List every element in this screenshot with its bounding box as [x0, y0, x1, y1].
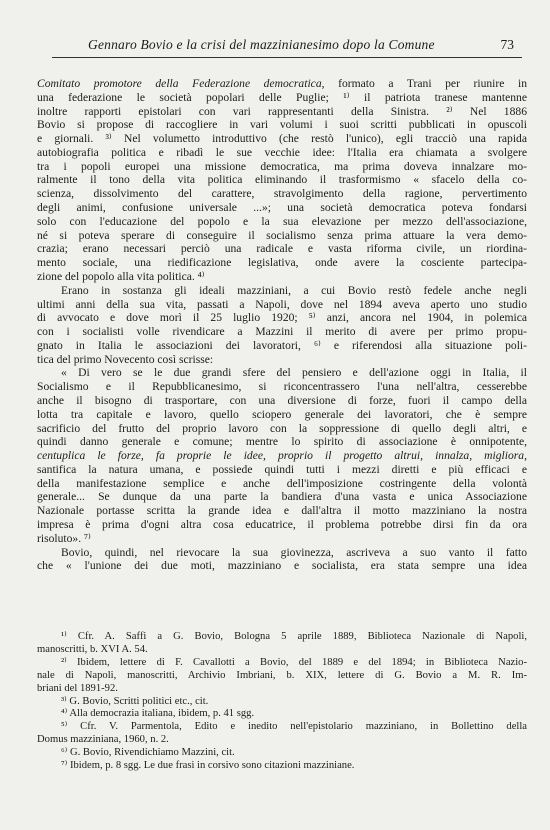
page-number: 73: [500, 37, 514, 52]
quote-line: risoluto». ⁷⁾: [37, 531, 91, 545]
body-line: degli animi, confusione universale ...»; una società democratica poteva fondarsi: [37, 201, 527, 215]
quote-line: centuplica le forze, fa proprie le idee, proprio il progetto altrui, innalza, migliora,: [37, 449, 527, 463]
body-text: [37, 77, 527, 573]
quote-line: lotta tra capitale e lavoro, quello sciopero generale dei lavoratori, che è sempre: [37, 407, 527, 421]
body-line: ralmente il tono della vita politica eliminando il trasformismo « sfacelo della co-: [37, 173, 527, 187]
footnote-line: ³⁾ G. Bovio, Scritti politici etc., cit.: [61, 695, 209, 707]
running-title: Gennaro Bovio e la crisi del mazzinianesimo dopo la Comune: [88, 37, 435, 52]
body-line: tra i popoli europei una missione democratica, ma prima doveva innalzare mo-: [37, 159, 527, 173]
quote-line: Nazionale portasse scritta la grande idea e dall'altra il motto mazziniano la nostra: [37, 504, 527, 518]
footnote-line: Domus mazziniana, 1960, n. 2.: [37, 734, 169, 746]
quote-line: sacrificio del frutto del proprio lavoro con la soppressione di quello degli altri, e: [37, 421, 527, 435]
body-line: Bovio si propose di raccogliere in vari volumi i suoi scritti pubblicati in opuscoli: [37, 118, 527, 132]
quote-line: quindi danno generale e comune; mentre lo spirito di associazione è onnipotente,: [37, 435, 527, 449]
running-header: [52, 33, 522, 55]
body-line: di avvocato e dove morì il 25 luglio 1920; ⁵⁾ anzi, ancora nel 1904, in polemica: [37, 311, 527, 325]
header-rule: [52, 57, 522, 58]
body-line: con i socialisti volle rivendicare a Mazzini il merito di avere per primo propu-: [37, 325, 527, 339]
body-line: che « l'unione dei due moti, mazziniano e socialista, era stata sempre una idea: [37, 559, 527, 573]
footnote-line: ⁶⁾ G. Bovio, Rivendichiamo Mazzini, cit.: [61, 747, 235, 759]
body-line: né si poteva sperare di conseguire il socialismo senza prima attuare la vera demo-: [37, 228, 527, 242]
quote-line: della manifestazione semplice e anche dell'imposizione costringente della volontà: [37, 476, 527, 490]
body-line: Comitato promotore della Federazione democratica, formato a Trani per riunire in: [37, 77, 527, 90]
body-line: Bovio, quindi, nel rievocare la sua giovinezza, ascriveva a suo vanto il fatto: [61, 545, 527, 559]
body-line: una federazione le società popolari delle Puglie; ¹⁾ il patriota tranese mantenne: [37, 90, 527, 104]
body-line: zione del popolo alla vita politica. ⁴⁾: [37, 269, 205, 283]
quote-line: anche il bisogno di trasportare, con una diversione di forze, fuori il campo della: [37, 393, 527, 407]
quote-line: « Di vero se le due grandi sfere del pensiero e dell'azione oggi in Italia, il: [61, 366, 527, 380]
footnote-line: ⁴⁾ Alla democrazia italiana, ibidem, p. 41 sgg.: [61, 708, 255, 720]
footnote-line: manoscritti, b. XVI A. 54.: [37, 643, 148, 655]
body-line: autobiografia politica e ribadì le sue vecchie idee: l'Italia era chiamata a svolgere: [37, 145, 527, 159]
body-line: e giornali. ³⁾ Nel volumetto introduttivo (che restò l'unico), egli tracciò una rapida: [37, 132, 527, 146]
body-line: crazia; erano necessari perciò una radicale e vasta riforma civile, un riordina-: [37, 242, 527, 256]
body-line: scienza, dissolvimento del carattere, stravolgimento della ragione, pervertimento: [37, 187, 527, 201]
body-line: Erano in sostanza gli ideali mazziniani, a cui Bovio restò fedele anche negli: [61, 283, 527, 297]
body-line: gnato in Italia le associazioni dei lavoratori, ⁶⁾ e riferendosi alla situazione poli-: [37, 338, 527, 352]
footnote-line: briani del 1891-92.: [37, 682, 118, 694]
body-line: mento sociale, una riedificazione legislativa, onde avere la cosciente partecipa-: [37, 256, 527, 270]
quote-line: impresa è prima d'ogni altra cosa educatrice, il problema potrebbe dirsi fin da ora: [37, 518, 527, 531]
body-line: tica del primo Novecento così scrisse:: [37, 352, 214, 366]
body-line: solo con l'educazione del popolo e la sua elevazione per mezzo dell'associazione,: [37, 214, 527, 228]
footnote-line: ²⁾ Ibidem, lettere di F. Cavallotti a Bovio, del 1889 e del 1894; in Biblioteca Nazio-: [61, 656, 527, 668]
footnote-line: nale di Napoli, manoscritti, Archivio Imbriani, b. XIX, lettere di G. Bovio a M. R. Im-: [37, 669, 527, 681]
footnotes: [37, 631, 527, 773]
body-line: ultimi anni della sua vita, passati a Napoli, dove nel 1894 aveva aperto uno studio: [37, 297, 527, 311]
quote-line: generale... Se dunque da una parte la bandiera d'una vasta e unica Associazione: [37, 490, 527, 504]
quote-line: Socialismo e il Repubblicanesimo, si riconcentrassero l'una nell'altra, cesserebbe: [37, 380, 527, 394]
footnote-line: ⁷⁾ Ibidem, p. 8 sgg. Le due frasi in corsivo sono citazioni mazziniane.: [61, 760, 355, 772]
footnote-line: ¹⁾ Cfr. A. Saffi a G. Bovio, Bologna 5 aprile 1889, Biblioteca Nazionale di Napoli,: [61, 631, 527, 642]
body-line: inoltre rapporti epistolari con vari rappresentanti della Sinistra. ²⁾ Nel 1886: [37, 104, 527, 118]
footnote-line: ⁵⁾ Cfr. V. Parmentola, Edito e inedito nell'epistolario mazziniano, in Bollettino della: [61, 721, 527, 733]
quote-line: santifica la natura umana, e possiede quindi tutti i mezzi diretti e più efficaci e: [37, 462, 527, 476]
